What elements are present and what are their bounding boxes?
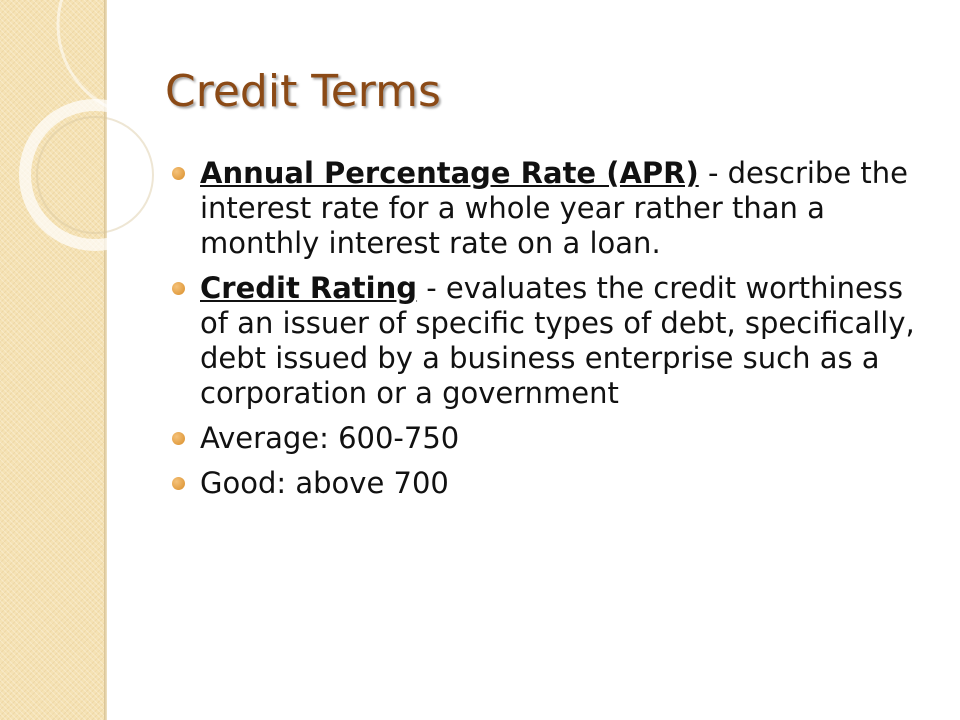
bullet-item (172, 156, 932, 261)
slide-title: Credit Terms (165, 66, 441, 117)
term-label: Credit Rating (200, 271, 418, 305)
bullet-dot-icon (172, 282, 185, 295)
term-label: Annual Percentage Rate (APR) (200, 156, 699, 190)
term-definition: - evaluates the credit worthiness of an issuer of specific types of debt, specifically, debt issued by a business enterprise such as a corporation or a government (200, 271, 915, 410)
bullet-dot-icon (172, 432, 185, 445)
bullet-item (172, 271, 932, 411)
bullet-dot-icon (172, 477, 185, 490)
bullet-item (172, 421, 932, 456)
bullet-dot-icon (172, 167, 185, 180)
bullet-text: Average: 600-750 (200, 421, 460, 455)
bullet-text: Good: above 700 (200, 466, 449, 500)
decorative-rings (0, 0, 200, 260)
bullet-list (172, 156, 932, 511)
bullet-item (172, 466, 932, 501)
term-definition: - describe the interest rate for a whole year rather than a monthly interest rate on a loan. (200, 156, 908, 260)
